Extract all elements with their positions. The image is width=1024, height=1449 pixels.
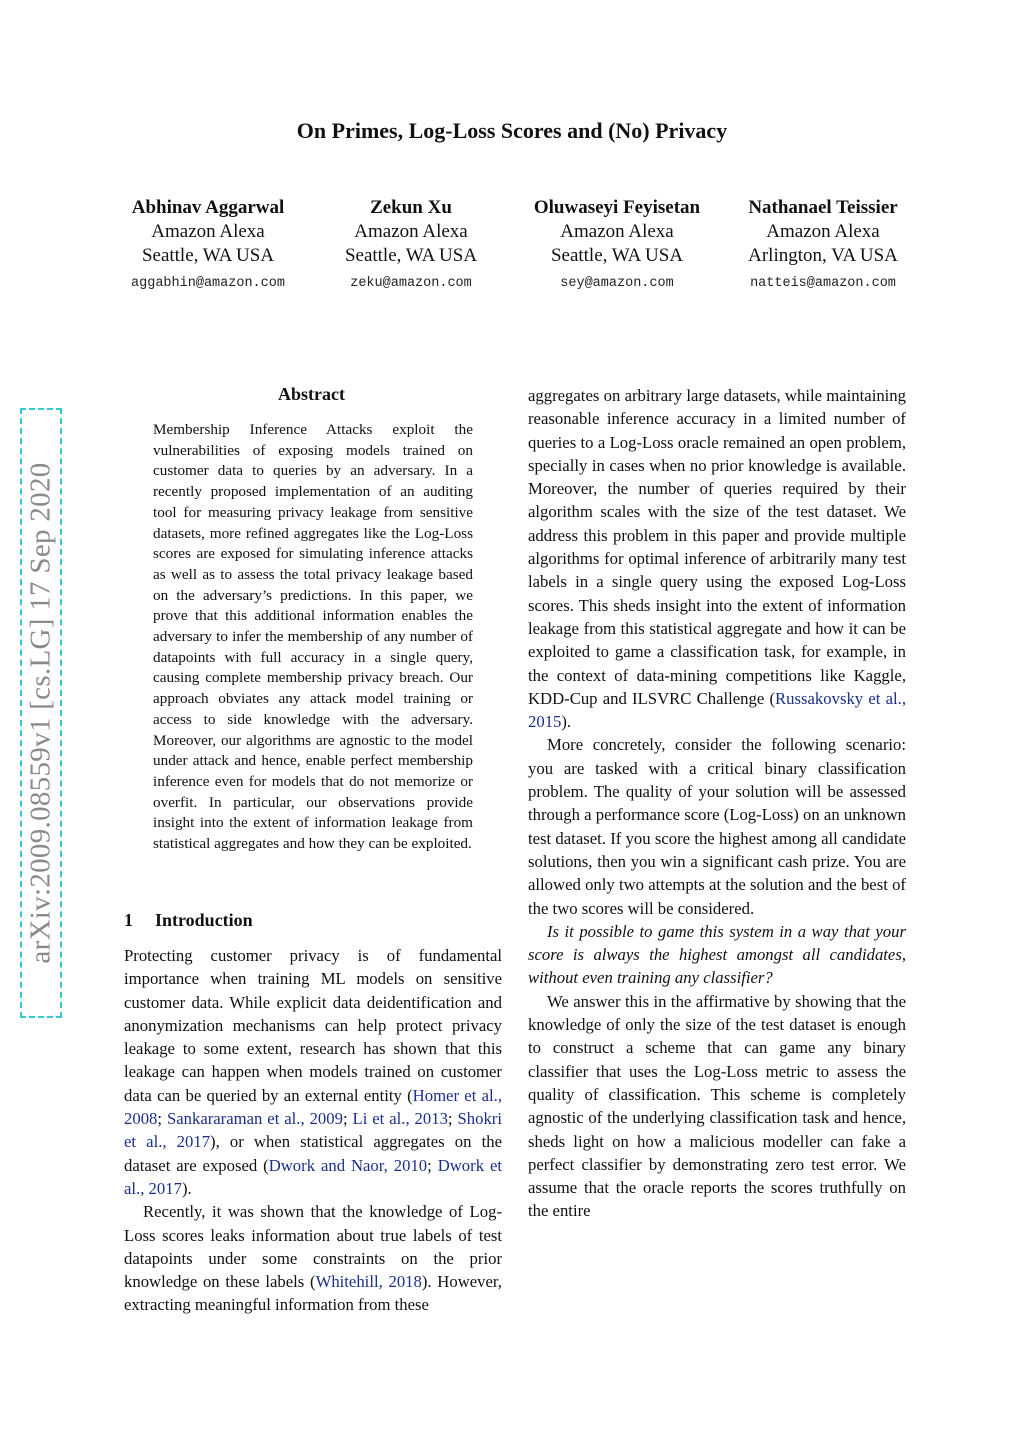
citation-link[interactable]: Whitehill, 2018 — [315, 1272, 422, 1292]
citation-link[interactable]: Homer et al., 2008 — [124, 1085, 502, 1129]
author-affiliation: Amazon Alexa — [560, 221, 674, 242]
citation-link[interactable]: Russakovsky et al., 2015 — [528, 688, 906, 732]
author-email: aggabhin@amazon.com — [131, 276, 285, 291]
left-column — [124, 944, 502, 1317]
author-location: Seattle, WA USA — [344, 245, 478, 266]
author-email: natteis@amazon.com — [750, 276, 896, 291]
right-column — [528, 384, 906, 1223]
paragraph-text: Recently, it was shown that the knowledge of Log-Loss scores leaks information about true labels of test datapoints under some constraints on the prior knowledge on these labels ( — [124, 1202, 502, 1292]
author-email: sey@amazon.com — [560, 276, 674, 291]
author-name: Oluwaseyi Feyisetan — [533, 197, 701, 218]
citation-link[interactable]: Dwork and Naor, 2010 — [268, 1155, 428, 1175]
author-location: Arlington, VA USA — [748, 245, 898, 266]
author-block — [301, 196, 521, 296]
author-location: Seattle, WA USA — [141, 245, 275, 266]
paragraph-text: ). — [561, 712, 572, 732]
paragraph-text: ), or when statistical aggregates on the dataset are exposed ( — [124, 1132, 502, 1175]
abstract-heading: Abstract — [278, 384, 345, 404]
author-name: Abhinav Aggarwal — [131, 197, 285, 218]
intro-paragraph-2-continued — [528, 384, 906, 733]
author-affiliation: Amazon Alexa — [354, 221, 468, 242]
arxiv-identifier: arXiv:2009.08559v1 [cs.LG] 17 Sep 2020 — [24, 462, 57, 964]
separator: ; — [342, 1109, 353, 1129]
intro-paragraph-2-start — [124, 1200, 502, 1316]
separator: ; — [157, 1109, 167, 1129]
citation-link[interactable]: Dwork et al., 2017 — [124, 1155, 503, 1198]
section-heading — [124, 910, 253, 931]
author-email: zeku@amazon.com — [350, 276, 472, 291]
citation-link[interactable]: Li et al., 2013 — [352, 1109, 448, 1129]
separator: ; — [427, 1155, 438, 1175]
arxiv-identifier-stamp — [20, 408, 62, 1018]
paragraph-text: ). — [181, 1178, 192, 1198]
paper-title: On Primes, Log-Loss Scores and (No) Privacy — [296, 118, 728, 143]
author-name: Nathanael Teissier — [748, 197, 898, 218]
citation-link[interactable]: Shokri et al., 2017 — [124, 1109, 502, 1152]
intro-question: Is it possible to game this system in a way that your score is always the highest amongst all candidates, without even training any classifier? — [528, 921, 906, 988]
author-block — [713, 196, 933, 296]
citation-link[interactable]: Sankararaman et al., 2009 — [166, 1109, 343, 1129]
author-affiliation: Amazon Alexa — [151, 221, 265, 242]
separator: ; — [447, 1109, 458, 1129]
author-location: Seattle, WA USA — [550, 245, 684, 266]
intro-paragraph-3: More concretely, consider the following scenario: you are tasked with a critical binary classification problem. The quality of your solution will be assessed through a performance score (Log-Loss) on an unknown test dataset. If you score the highest among all candidate solutions, then you win a significant cash prize. You are allowed only two attempts at the solution and the best of the two scores will be considered. — [528, 735, 906, 918]
paragraph-text: aggregates on arbitrary large datasets, while maintaining reasonable inference accuracy in a limited number of queries to a Log-Loss oracle remained an open problem, specially in cases when no prior knowledge is available. Moreover, the number of queries required by their algorithm scales with the size of the test dataset. We address this problem in this paper and provide multiple algorithms for optimal inference of arbitrarily many test labels in a single query using the exposed Log-Loss scores. This sheds insight into the extent of information leakage from this statistical aggregate and how it can be exploited to game a classification task, for example, in the context of data-mining competitions like Kaggle, KDD-Cup and ILSVRC Challenge ( — [528, 386, 906, 708]
intro-paragraph-1 — [124, 944, 502, 1200]
paragraph-text: ). However, extracting meaningful information from these — [124, 1272, 502, 1315]
author-name: Zekun Xu — [370, 197, 452, 218]
paragraph-text: Protecting customer privacy is of fundamental importance when training ML models on sensitive customer data. While explicit data deidentification and anonymization mechanisms can help protect privacy leakage to some extent, research has shown that this leakage can happen when models trained on customer data can be queried by an external entity ( — [124, 946, 502, 1105]
author-block — [507, 196, 727, 296]
author-block — [98, 196, 318, 296]
abstract-text: Membership Inference Attacks exploit the vulnerabilities of exposing models trained on customer data to queries by an adversary. In a recently proposed implementation of an auditing tool for measuring privacy leakage from sensitive datasets, more refined aggregates like the Log-Loss scores are exposed for simulating inference attacks as well as to assess the total privacy leakage based on the adversary’s predictions. In this paper, we prove that this additional information enables the adversary to infer the membership of any number of datapoints with full accuracy in a single query, causing complete membership privacy breach. Our approach obviates any attack model training or access to side knowledge with the adversary. Moreover, our algorithms are agnostic to the model under attack and hence, enable perfect membership inference even for models that do not memorize or overfit. In particular, our observations provide insight into the extent of information leakage from statistical aggregates and how they can be exploited. — [153, 421, 473, 853]
intro-paragraph-5: We answer this in the affirmative by showing that the knowledge of only the size of the test dataset is enough to construct a scheme that can game any binary classifier that uses the Log-Loss metric to assess the quality of classification. This scheme is completely agnostic of the underlying classification task and hence, sheds light on how a malicious modeller can fake a perfect classifier by demonstrating zero test error. We assume that the oracle reports the scores truthfully on the entire — [528, 991, 906, 1221]
section-number: 1 — [124, 910, 133, 930]
section-title: Introduction — [155, 910, 253, 930]
author-affiliation: Amazon Alexa — [766, 221, 880, 242]
